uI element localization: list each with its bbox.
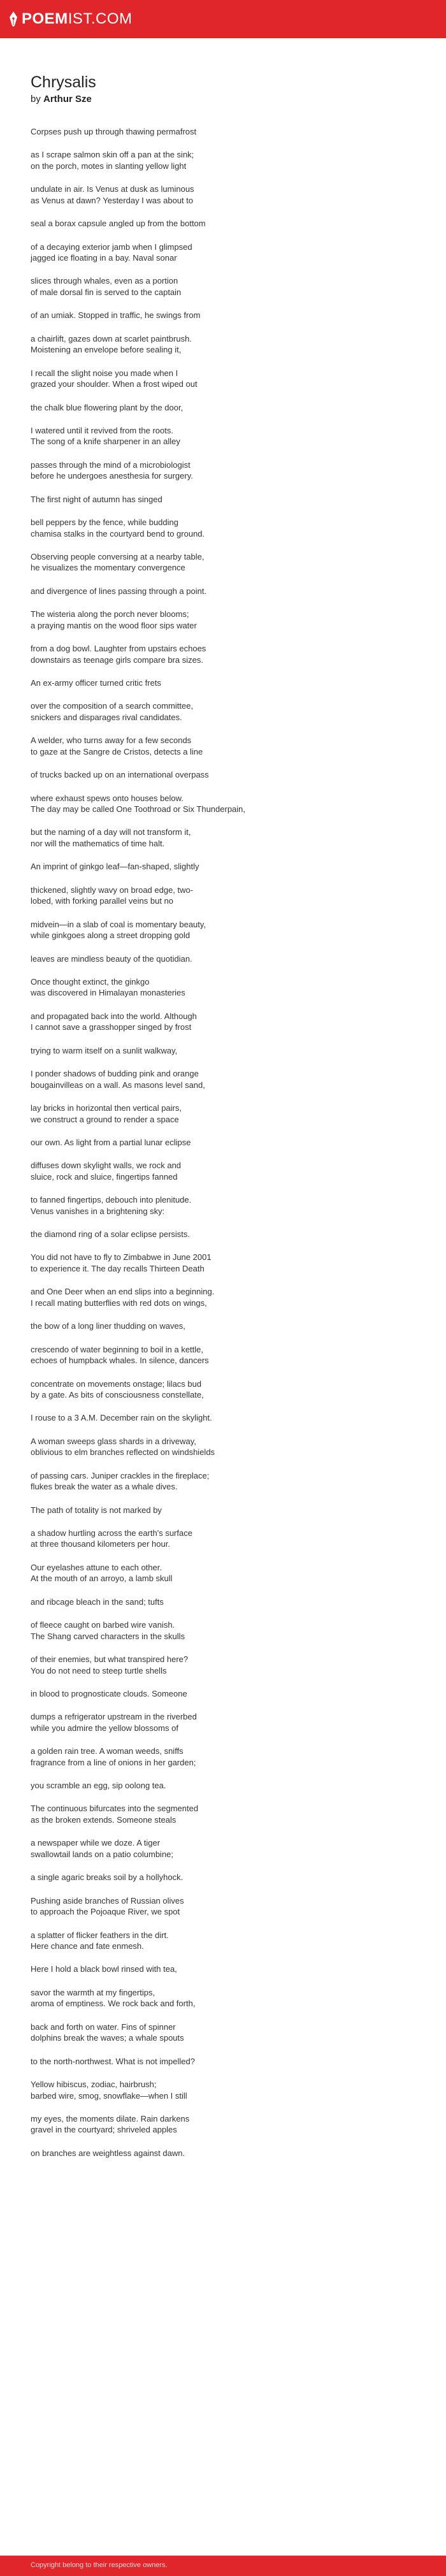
poem-line: The path of totality is not marked by	[31, 1505, 162, 1515]
stanza	[31, 1562, 426, 1584]
stanza	[31, 459, 426, 482]
poem-line: of male dorsal fin is served to the captain	[31, 287, 182, 297]
stanza	[31, 1895, 426, 1918]
stanza	[31, 1252, 426, 1274]
poem-line: on branches are weightless against dawn.	[31, 2148, 185, 2158]
poem-line: concentrate on movements onstage; lilacs bud	[31, 1378, 202, 1389]
poem-line: I ponder shadows of budding pink and orange	[31, 1069, 199, 1079]
poem-line: bell peppers by the fence, while budding	[31, 517, 178, 528]
poem-line: The day may be called One Toothroad or Six Thunderpain,	[31, 804, 246, 814]
poem-line: snickers and disparages rival candidates.	[31, 712, 182, 722]
stanza	[31, 1103, 426, 1125]
poem-line: thickened, slightly wavy on broad edge, two-	[31, 885, 194, 895]
poem-line: I rouse to a 3 A.M. December rain on the skylight.	[31, 1413, 212, 1423]
stanza	[31, 1436, 426, 1458]
poem-line: sluice, rock and sluice, fingertips fanned	[31, 1171, 178, 1182]
poem-line: The continuous bifurcates into the segmented	[31, 1804, 199, 1814]
poem-line: The first night of autumn has singed	[31, 494, 162, 504]
poem-line: An ex-army officer turned critic frets	[31, 678, 161, 688]
poem-line: as the broken extends. Someone steals	[31, 1814, 176, 1825]
stanza	[31, 2022, 426, 2044]
stanza	[31, 126, 426, 138]
poem-line: fragrance from a line of onions in her garden;	[31, 1757, 196, 1767]
stanza	[31, 1619, 426, 1642]
stanza	[31, 1505, 426, 1516]
poem-line: Yellow hibiscus, zodiac, hairbrush;	[31, 2080, 157, 2089]
poem-line: you scramble an egg, sip oolong tea.	[31, 1781, 166, 1791]
stanza	[31, 402, 426, 414]
poem-line: jagged ice floating in a bay. Naval sonar	[31, 253, 177, 263]
poem-line: dolphins break the waves; a whale spouts	[31, 2033, 184, 2043]
poem-line: trying to warm itself on a sunlit walkway,	[31, 1045, 178, 1055]
poem-line: as Venus at dawn? Yesterday I was about to	[31, 195, 194, 205]
poem-line: An imprint of ginkgo leaf—fan-shaped, slightly	[31, 862, 199, 872]
stanza	[31, 242, 426, 264]
stanza	[31, 517, 426, 539]
stanza	[31, 1321, 426, 1332]
stanza	[31, 793, 426, 815]
poem-line: to fanned fingertips, debouch into plenitude.	[31, 1195, 192, 1205]
poem-line: the chalk blue flowering plant by the door,	[31, 402, 183, 412]
poem-line: of trucks backed up on an international overpass	[31, 770, 209, 780]
poem-title: Chrysalis	[31, 73, 96, 91]
poem-line: At the mouth of an arroyo, a lamb skull	[31, 1574, 173, 1584]
poem-line: Venus vanishes in a brightening sky:	[31, 1206, 165, 1216]
pen-nib-icon	[9, 11, 18, 27]
poem-line: and propagated back into the world. Although	[31, 1011, 197, 1021]
poem-line: midvein—in a slab of coal is momentary beauty,	[31, 919, 206, 929]
poem-line: bougainvilleas on a wall. As masons level sand,	[31, 1080, 205, 1090]
stanza	[31, 1229, 426, 1240]
byline	[31, 93, 426, 106]
poem-line: Observing people conversing at a nearby table,	[31, 551, 205, 561]
stanza	[31, 769, 426, 781]
stanza	[31, 1930, 426, 1952]
stanza	[31, 586, 426, 597]
stanza	[31, 1137, 426, 1148]
poem-line: savor the warmth at my fingertips,	[31, 1987, 155, 1997]
stanza	[31, 1378, 426, 1401]
stanza	[31, 1011, 426, 1033]
poem-line: undulate in air. Is Venus at dusk as luminous	[31, 184, 194, 194]
stanza	[31, 976, 426, 999]
poem-line: we construct a ground to render a space	[31, 1114, 179, 1124]
stanza	[31, 184, 426, 206]
site-footer	[0, 2556, 446, 2576]
stanza	[31, 218, 426, 229]
stanza	[31, 1160, 426, 1182]
poem-line: The song of a knife sharpener in an alley	[31, 437, 180, 447]
stanza	[31, 1068, 426, 1090]
poem-line: passes through the mind of a microbiologist	[31, 459, 191, 470]
poem-line: of a decaying exterior jamb when I glimpsed	[31, 242, 192, 252]
poem-line: a newspaper while we doze. A tiger	[31, 1838, 161, 1848]
site-header	[0, 0, 446, 38]
poem-line: nor will the mathematics of time halt.	[31, 838, 165, 848]
poem-line: he visualizes the momentary convergence	[31, 563, 185, 573]
author-name[interactable]: Arthur Sze	[43, 94, 92, 105]
logo-text-thin: IST.COM	[68, 10, 133, 27]
poem-line: while you admire the yellow blossoms of	[31, 1723, 178, 1733]
poem-line: grazed your shoulder. When a frost wiped out	[31, 379, 198, 389]
poem-line: and divergence of lines passing through a point.	[31, 586, 207, 596]
poem-line: of passing cars. Juniper crackles in the fireplace;	[31, 1470, 210, 1480]
poem-line: a shadow hurtling across the earth's surface	[31, 1528, 192, 1538]
stanza	[31, 333, 426, 356]
poem-line: downstairs as teenage girls compare bra sizes.	[31, 655, 203, 665]
stanza	[31, 1045, 426, 1057]
stanza	[31, 425, 426, 447]
poem-line: was discovered in Himalayan monasteries	[31, 988, 185, 998]
poem-line: echoes of humpback whales. In silence, dancers	[31, 1356, 209, 1366]
stanza	[31, 1528, 426, 1550]
stanza	[31, 275, 426, 298]
stanza	[31, 953, 426, 965]
poem-line: You do not need to steep turtle shells	[31, 1665, 167, 1675]
poem-line: dumps a refrigerator upstream in the riverbed	[31, 1712, 197, 1722]
stanza	[31, 1780, 426, 1791]
poem-line: from a dog bowl. Laughter from upstairs echoes	[31, 644, 206, 654]
stanza	[31, 700, 426, 723]
poem-line: Our eyelashes attune to each other.	[31, 1562, 162, 1572]
stanza	[31, 919, 426, 941]
poem-line: as I scrape salmon skin off a pan at the sink;	[31, 150, 194, 160]
poem-line: on the porch, motes in slanting yellow light	[31, 161, 187, 171]
poem-line: my eyes, the moments dilate. Rain darkens	[31, 2113, 190, 2124]
poem-line: Here I hold a black bowl rinsed with tea,	[31, 1964, 177, 1974]
stanza	[31, 1987, 426, 2009]
poem-line: lobed, with forking parallel veins but no	[31, 896, 174, 906]
stanza	[31, 609, 426, 631]
poem-line: our own. As light from a partial lunar eclipse	[31, 1137, 191, 1147]
poem-line: You did not have to fly to Zimbabwe in June 2001	[31, 1252, 212, 1263]
poem-line: of their enemies, but what transpired here?	[31, 1654, 189, 1665]
poem-line: of an umiak. Stopped in traffic, he swings from	[31, 310, 201, 321]
poem-line: over the composition of a search committee,	[31, 701, 194, 711]
logo-text-bold: POEM	[22, 10, 68, 27]
poem-line: The Shang carved characters in the skulls	[31, 1631, 185, 1641]
copyright-text: Copyright belong to their respective owners.	[31, 2561, 168, 2569]
stanza	[31, 1596, 426, 1608]
poem-line: gravel in the courtyard; shriveled apples	[31, 2125, 177, 2135]
stanza	[31, 551, 426, 574]
poem-line: Corpses push up through thawing permafrost	[31, 127, 197, 136]
stanza	[31, 827, 426, 849]
poem-line: barbed wire, smog, snowflake—when I still	[31, 2090, 187, 2101]
poem-line: a praying mantis on the wood floor sips water	[31, 620, 197, 630]
stanza	[31, 494, 426, 505]
poem-body	[31, 126, 426, 2159]
poem-line: back and forth on water. Fins of spinner	[31, 2022, 176, 2032]
poem-line: the bow of a long liner thudding on waves,	[31, 1321, 185, 1331]
stanza	[31, 1837, 426, 1860]
poem-line: slices through whales, even as a portion	[31, 276, 178, 286]
poem-line: The wisteria along the porch never blooms;	[31, 609, 189, 619]
poem-line: by a gate. As bits of consciousness constellate,	[31, 1390, 204, 1400]
stanza	[31, 1688, 426, 1700]
poem-line: Moistening an envelope before sealing it,	[31, 345, 182, 355]
poem-line: chamisa stalks in the courtyard bend to ground.	[31, 528, 205, 539]
stanza	[31, 2113, 426, 2136]
stanza	[31, 1470, 426, 1493]
stanza	[31, 2056, 426, 2067]
poem-line: A welder, who turns away for a few seconds	[31, 735, 192, 746]
poem-line: leaves are mindless beauty of the quotidian.	[31, 953, 192, 964]
poem-line: while ginkgoes along a street dropping gold	[31, 930, 191, 941]
stanza	[31, 735, 426, 757]
stanza	[31, 885, 426, 907]
poem-line: a golden rain tree. A woman weeds, sniffs	[31, 1746, 183, 1756]
by-label: by	[31, 94, 41, 105]
stanza	[31, 677, 426, 689]
poem-container	[31, 73, 426, 2171]
poem-line: oblivious to elm branches reflected on windshields	[31, 1447, 215, 1458]
stanza	[31, 149, 426, 171]
poem-line: Once thought extinct, the ginkgo	[31, 976, 150, 987]
poem-line: and ribcage bleach in the sand; tufts	[31, 1596, 164, 1607]
stanza	[31, 1654, 426, 1676]
poem-line: to the north-northwest. What is not impelled?	[31, 2056, 195, 2066]
logo-text	[22, 10, 133, 28]
stanza	[31, 1872, 426, 1883]
poem-line: in blood to prognosticate clouds. Someone	[31, 1688, 187, 1698]
poem-line: a single agaric breaks soil by a hollyhock.	[31, 1872, 183, 1883]
stanza	[31, 1286, 426, 1308]
poem-line: to approach the Pojoaque River, we spot	[31, 1907, 180, 1917]
poem-line: seal a borax capsule angled up from the bottom	[31, 219, 206, 229]
site-logo[interactable]	[9, 9, 133, 29]
stanza	[31, 1194, 426, 1217]
poem-line: I recall the slight noise you made when I	[31, 368, 178, 378]
stanza	[31, 310, 426, 321]
stanza	[31, 2148, 426, 2159]
poem-line: of fleece caught on barbed wire vanish.	[31, 1620, 175, 1630]
stanza	[31, 643, 426, 665]
poem-line: and One Deer when an end slips into a beginning.	[31, 1287, 215, 1297]
stanza	[31, 861, 426, 872]
poem-line: I recall mating butterflies with red dots on wings,	[31, 1298, 207, 1308]
poem-line: to experience it. The day recalls Thirteen Death	[31, 1263, 205, 1273]
poem-line: at three thousand kilometers per hour.	[31, 1539, 170, 1549]
stanza	[31, 1344, 426, 1366]
poem-line: Here chance and fate enmesh.	[31, 1941, 144, 1951]
stanza	[31, 1803, 426, 1825]
stanza	[31, 1746, 426, 1768]
poem-line: flukes break the water as a whale dives.	[31, 1482, 178, 1492]
poem-line: I cannot save a grasshopper singed by frost	[31, 1022, 192, 1032]
poem-line: A woman sweeps glass shards in a driveway,	[31, 1436, 196, 1446]
stanza	[31, 1964, 426, 1975]
stanza	[31, 368, 426, 390]
poem-line: but the naming of a day will not transform it,	[31, 827, 191, 837]
stanza	[31, 1412, 426, 1424]
poem-line: to gaze at the Sangre de Cristos, detects a line	[31, 746, 203, 756]
poem-line: crescendo of water beginning to boil in a kettle,	[31, 1344, 204, 1354]
poem-line: a chairlift, gazes down at scarlet paintbrush.	[31, 333, 192, 344]
poem-line: a splatter of flicker feathers in the dirt.	[31, 1930, 169, 1940]
stanza	[31, 2079, 426, 2101]
stanza	[31, 1711, 426, 1733]
poem-line: I watered until it revived from the roots.	[31, 425, 173, 435]
poem-line: diffuses down skylight walls, we rock and	[31, 1161, 182, 1171]
poem-line: lay bricks in horizontal then vertical pairs,	[31, 1103, 182, 1113]
poem-line: Pushing aside branches of Russian olives	[31, 1895, 184, 1906]
poem-line: the diamond ring of a solar eclipse persists.	[31, 1229, 191, 1240]
poem-line: aroma of emptiness. We rock back and forth,	[31, 1999, 196, 2009]
poem-line: swallowtail lands on a patio columbine;	[31, 1849, 174, 1859]
poem-line: before he undergoes anesthesia for surgery.	[31, 471, 193, 481]
poem-line: where exhaust spews onto houses below.	[31, 793, 183, 803]
